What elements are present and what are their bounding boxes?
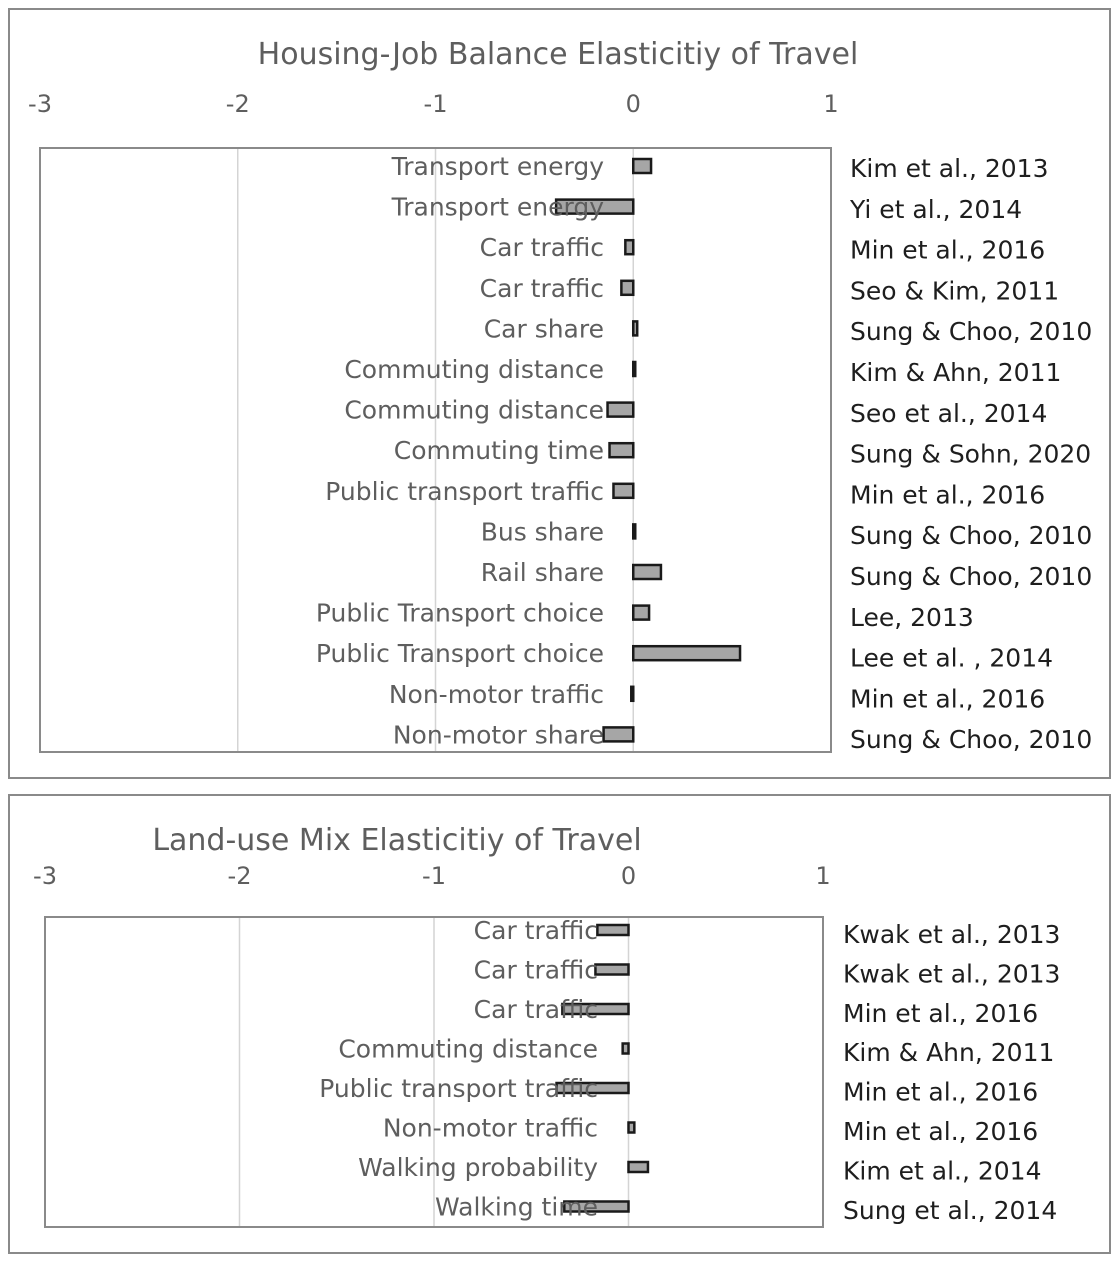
bar — [633, 321, 637, 335]
category-label: Public transport traffic — [325, 476, 604, 506]
bar — [629, 1123, 635, 1133]
category-label: Walking time — [435, 1192, 598, 1222]
bar — [633, 565, 661, 579]
source-label: Lee et al. , 2014 — [850, 643, 1054, 673]
source-label: Kim et al., 2013 — [850, 154, 1049, 183]
bar — [629, 1162, 648, 1172]
bar — [595, 965, 628, 975]
bar — [633, 362, 635, 376]
category-label: Car traffic — [473, 916, 598, 945]
category-label: Commuting distance — [344, 395, 604, 425]
category-label: Rail share — [480, 558, 604, 587]
x-tick-label: -2 — [227, 862, 252, 890]
source-label: Seo & Kim, 2011 — [850, 276, 1060, 306]
source-label: Min et al., 2016 — [843, 998, 1039, 1028]
x-tick-label: 1 — [815, 862, 831, 890]
bar — [610, 443, 634, 457]
bar — [613, 484, 633, 498]
category-label: Transport energy — [391, 152, 604, 181]
category-label: Car share — [483, 314, 604, 344]
bar — [604, 727, 634, 741]
category-label: Commuting time — [393, 436, 604, 466]
bar — [621, 281, 633, 295]
source-label: Lee, 2013 — [850, 602, 974, 632]
bar — [623, 1044, 629, 1054]
source-label: Kim & Ahn, 2011 — [850, 358, 1062, 387]
category-label: Public transport traffic — [319, 1074, 598, 1103]
category-label: Car traffic — [479, 233, 604, 263]
category-label: Non-motor traffic — [382, 1113, 598, 1143]
category-label: Public Transport choice — [315, 598, 604, 628]
source-label: Sung & Choo, 2010 — [850, 317, 1093, 347]
category-label: Car traffic — [473, 995, 598, 1024]
category-label: Walking probability — [358, 1153, 598, 1182]
bar — [633, 646, 740, 660]
source-label: Min et al., 2016 — [850, 480, 1046, 510]
source-label: Sung et al., 2014 — [843, 1195, 1058, 1225]
category-label: Transport energy — [391, 192, 604, 222]
bar — [608, 403, 634, 417]
bar — [597, 925, 628, 935]
x-tick-label: -2 — [225, 90, 250, 118]
source-label: Sung & Sohn, 2020 — [850, 439, 1092, 469]
source-label: Yi et al., 2014 — [850, 194, 1023, 224]
bar — [633, 606, 649, 620]
source-label: Sung & Choo, 2010 — [850, 725, 1093, 755]
source-label: Sung & Choo, 2010 — [850, 562, 1093, 591]
x-tick-label: 0 — [625, 90, 641, 118]
source-label: Kim & Ahn, 2011 — [843, 1038, 1055, 1068]
chart-title-land-use: Land-use Mix Elasticitiy of Travel — [152, 823, 642, 858]
chart-title-housing-job: Housing-Job Balance Elasticitiy of Travel — [257, 37, 859, 72]
x-tick-label: 0 — [620, 862, 637, 890]
bar — [633, 524, 635, 538]
x-tick-label: -3 — [28, 90, 52, 118]
source-label: Seo et al., 2014 — [850, 398, 1048, 428]
x-tick-label: 1 — [823, 90, 839, 118]
category-label: Car traffic — [473, 955, 598, 985]
source-label: Sung & Choo, 2010 — [850, 521, 1093, 551]
category-label: Public Transport choice — [315, 639, 604, 669]
bar — [633, 159, 651, 173]
x-tick-label: -1 — [423, 90, 448, 118]
source-label: Kwak et al., 2013 — [843, 920, 1061, 949]
source-label: Kim et al., 2014 — [843, 1156, 1042, 1186]
category-label: Non-motor share — [392, 720, 604, 750]
category-label: Non-motor traffic — [388, 679, 604, 709]
category-label: Car traffic — [479, 273, 604, 303]
bar — [625, 240, 633, 254]
source-label: Min et al., 2016 — [850, 235, 1046, 265]
bar — [631, 687, 633, 701]
source-label: Min et al., 2016 — [850, 684, 1046, 714]
category-label: Commuting distance — [338, 1034, 598, 1064]
source-label: Kwak et al., 2013 — [843, 959, 1061, 989]
x-tick-label: -3 — [33, 862, 57, 890]
category-label: Commuting distance — [344, 355, 604, 384]
category-label: Bus share — [480, 517, 604, 547]
source-label: Min et al., 2016 — [843, 1117, 1039, 1146]
x-tick-label: -1 — [422, 862, 446, 890]
source-label: Min et al., 2016 — [843, 1077, 1039, 1107]
